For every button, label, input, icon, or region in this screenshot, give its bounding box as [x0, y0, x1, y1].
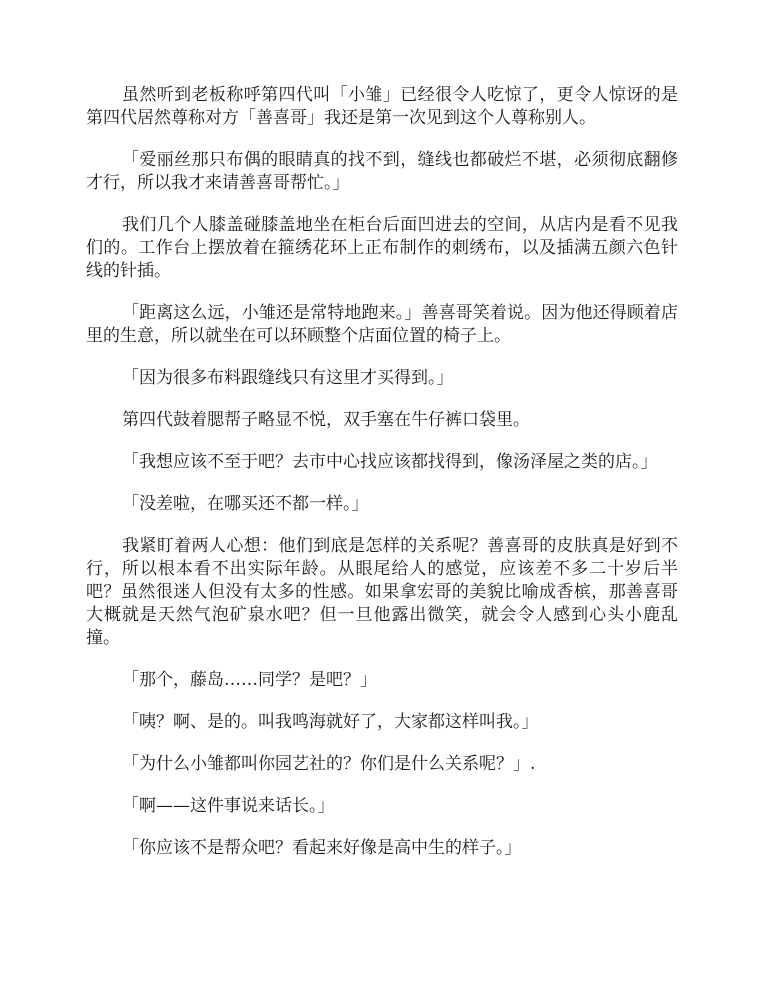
- paragraph: 第四代鼓着腮帮子略显不悦，双手塞在牛仔裤口袋里。: [122, 410, 530, 430]
- paragraph: 「我想应该不至于吧？去市中心找应该都找得到，像汤泽屋之类的店。」: [122, 452, 658, 472]
- paragraph: 虽然听到老板称呼第四代叫「小雏」已经很令人吃惊了，更令人惊讶的是第四代居然尊称对方「善喜哥」我还是第一次见到这个人尊称别人。: [86, 85, 678, 128]
- paragraph: 「啊——这件事说来话长。」: [122, 796, 335, 816]
- paragraph: 「爱丽丝那只布偶的眼睛真的找不到，缝线也都破烂不堪，必须彻底翻修才行，所以我才来请善喜哥帮忙。」: [86, 150, 678, 193]
- paragraph: 我们几个人膝盖碰膝盖地坐在柜台后面凹进去的空间，从店内是看不见我们的。工作台上摆放着在箍绣花环上正布制作的刺绣布，以及插满五颜六色针线的针插。: [86, 215, 678, 281]
- paragraph: 「为什么小雏都叫你园艺社的？你们是什么关系呢？」.: [122, 754, 536, 774]
- paragraph: 「你应该不是帮众吧？看起来好像是高中生的样子。」: [122, 838, 522, 858]
- paragraph: 「没差啦，在哪买还不都一样。」: [122, 494, 369, 514]
- paragraph: 我紧盯着两人心想：他们到底是怎样的关系呢？善喜哥的皮肤真是好到不行，所以根本看不出实际年龄。从眼尾给人的感觉，应该差不多二十岁后半吧？虽然很迷人但没有太多的性感。如果拿宏哥的美貌比喻成香槟，那善喜哥大概就是天然气泡矿泉水吧？但一旦他露出微笑，就会令人感到心头小鹿乱撞。: [86, 536, 678, 648]
- document-page: [86, 84, 678, 879]
- paragraph: 「因为很多布料跟缝线只有这里才买得到。」: [122, 368, 454, 388]
- paragraph: 「距离这么远，小雏还是常特地跑来。」善喜哥笑着说。因为他还得顾着店里的生意，所以就坐在可以环顾整个店面位置的椅子上。: [86, 303, 678, 346]
- paragraph: 「那个，藤岛……同学？是吧？」: [122, 670, 377, 690]
- paragraph: 「咦？啊、是的。叫我鸣海就好了，大家都这样叫我。」: [122, 712, 539, 732]
